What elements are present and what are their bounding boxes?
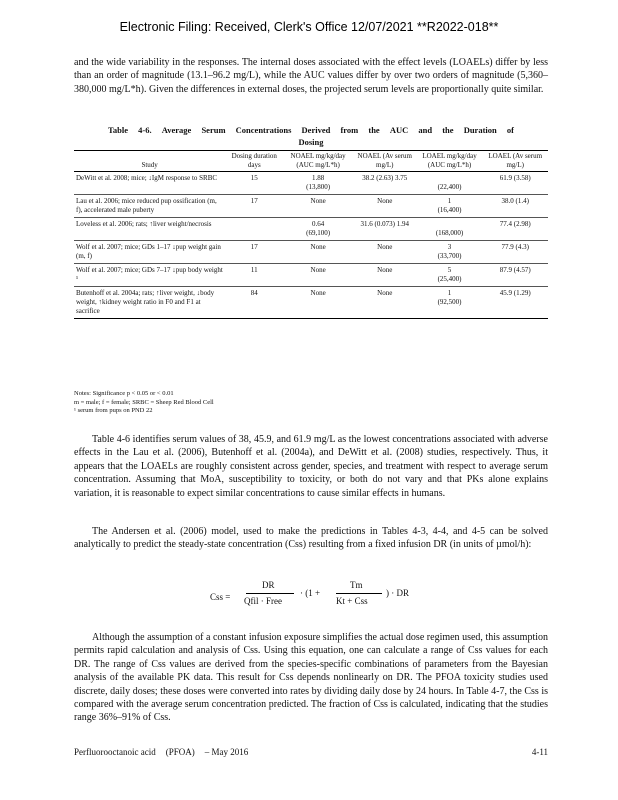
cell-noael-serum: None <box>353 195 417 218</box>
cell-study: Loveless et al. 2006; rats; ↑liver weight/necrosis <box>74 218 225 241</box>
table-row <box>74 218 548 241</box>
footer-document-title: Perfluorooctanoic acid (PFOA) – May 2016 <box>74 747 249 757</box>
cell-days: 11 <box>225 264 283 287</box>
table-row <box>74 264 548 287</box>
cell-noael: 1.88 (13,800) <box>283 172 353 195</box>
table-row <box>74 287 548 319</box>
table-note: Notes: Significance p < 0.05 or < 0.01 <box>74 390 174 397</box>
cell-loael-serum: 45.9 (1.29) <box>482 287 548 319</box>
cell-noael-serum: 38.2 (2.63) 3.75 <box>353 172 417 195</box>
table-row <box>74 241 548 264</box>
cell-study: DeWitt et al. 2008; mice; ↓IgM response to SRBC <box>74 172 225 195</box>
table-row <box>74 172 548 195</box>
cell-study: Wolf et al. 2007; mice; GDs 1–17 ↓pup weight gain (m, f) <box>74 241 225 264</box>
electronic-filing-header: Electronic Filing: Received, Clerk's Office 12/07/2021 **R2022-018** <box>119 20 499 34</box>
table-notes <box>74 390 548 416</box>
equation-middle: · (1 + <box>300 588 321 598</box>
cell-loael-serum: 77.4 (2.98) <box>482 218 548 241</box>
cell-days <box>225 218 283 241</box>
cell-loael-serum: 87.9 (4.57) <box>482 264 548 287</box>
cell-loael-serum: 38.0 (1.4) <box>482 195 548 218</box>
equation-numerator-1: DR <box>262 580 275 590</box>
paragraph-assumption: Although the assumption of a constant infusion exposure simplifies the actual dose regimen used, this assumption permits rapid calculation and analysis of Css. Using this equation, one can calculate a range of Css values for each DR. The range of Css values are derived from the species-specific combinations of parameters from the Bayesian analysis of the available PK data. This result for Css depends nonlinearly on DR. The PFOA toxicity studies used discrete, daily doses; these doses were converted into rates by dividing daily dose by 24 hours. In Table 4-7, the Css is compared with the average serum concentration predicted. The fraction of Css is calculated, indicating that the studies range 36%–91% of Css. <box>74 632 548 724</box>
table-note: ¹ serum from pups on PND 22 <box>74 407 153 414</box>
header-dosing-duration: Dosing duration days <box>225 151 283 172</box>
cell-days: 17 <box>225 241 283 264</box>
equation-numerator-2: Tm <box>350 580 363 590</box>
equation-lhs: Css = <box>210 592 231 602</box>
page-footer <box>74 747 548 757</box>
header-study: Study <box>74 151 225 172</box>
cell-days: 15 <box>225 172 283 195</box>
cell-days: 17 <box>225 195 283 218</box>
cell-loael: 1 (92,500) <box>417 287 483 319</box>
header-loael: LOAEL mg/kg/day (AUC mg/L*h) <box>417 151 483 172</box>
cell-loael: (22,400) <box>417 172 483 195</box>
cell-days: 84 <box>225 287 283 319</box>
cell-loael: 3 (33,700) <box>417 241 483 264</box>
steady-state-equation <box>0 578 618 618</box>
cell-loael-serum: 77.9 (4.3) <box>482 241 548 264</box>
cell-study: Lau et al. 2006; mice reduced pup ossification (m, f), accelerated male puberty <box>74 195 225 218</box>
cell-noael: 0.64 (69,100) <box>283 218 353 241</box>
table-row <box>74 195 548 218</box>
paragraph-intro: and the wide variability in the responses. The internal doses associated with the effect levels (LOAELs) differ by less than an order of magnitude (13.1–96.2 mg/L), while the AUC values differ by over two orders of magnitude (5,360–380,000 mg/L*h). Given the differences in external doses, the projected serum levels are proportionally quite similar. <box>74 57 548 95</box>
equation-rhs: ) · DR <box>386 588 409 598</box>
cell-noael: None <box>283 195 353 218</box>
header-noael-serum: NOAEL (Av serum mg/L) <box>353 151 417 172</box>
cell-noael-serum: None <box>353 264 417 287</box>
cell-loael: (168,000) <box>417 218 483 241</box>
cell-noael: None <box>283 241 353 264</box>
cell-study: Wolf et al. 2007; mice; GDs 7–17 ↓pup body weight ¹ <box>74 264 225 287</box>
paragraph-table-discussion: Table 4-6 identifies serum values of 38, 45.9, and 61.9 mg/L as the lowest concentrations associated with adverse effects in the Lau et al. (2006), Butenhoff et al. (2004a), and DeWitt et al. (2008) studies, respectively. Thus, it appears that the LOAELs are roughly consistent across gender, species, and treatment with respect to average serum concentration. Assuming that MoA, susceptibility to toxicity, or both do not vary and that PKs alone explains variation, it is reasonable to expect similar concentrations to cause similar effects in humans. <box>74 434 548 499</box>
cell-loael: 5 (25,400) <box>417 264 483 287</box>
table-note: m = male; f = female; SRBC = Sheep Red Blood Cell <box>74 398 214 406</box>
cell-noael: None <box>283 287 353 319</box>
cell-noael-serum: None <box>353 287 417 319</box>
cell-loael: 1 (16,400) <box>417 195 483 218</box>
cell-loael-serum: 61.9 (3.58) <box>482 172 548 195</box>
paragraph-model: The Andersen et al. (2006) model, used to make the predictions in Tables 4-3, 4-4, and 4-5 can be solved analytically to predict the steady-state concentration (Css) resulting from a fixed infusion DR (in units of µmol/h): <box>74 526 548 551</box>
cell-noael-serum: None <box>353 241 417 264</box>
serum-concentration-table <box>74 150 548 319</box>
cell-study: Butenhoff et al. 2004a; rats; ↑liver weight, ↓body weight, ↑kidney weight ratio in F0 and F1 at sacrifice <box>74 287 225 319</box>
header-noael: NOAEL mg/kg/day (AUC mg/L*h) <box>283 151 353 172</box>
fraction-bar <box>336 593 382 594</box>
header-loael-serum: LOAEL (Av serum mg/L) <box>482 151 548 172</box>
page-number: 4-11 <box>531 747 548 757</box>
fraction-bar <box>246 593 294 594</box>
table-caption: Table 4-6. Average Serum Concentrations Derived from the AUC and the Duration of Dosing <box>108 125 514 147</box>
equation-denominator-1: Qfil · Free <box>244 596 282 606</box>
cell-noael: None <box>283 264 353 287</box>
cell-noael-serum: 31.6 (0.073) 1.94 <box>353 218 417 241</box>
equation-denominator-2: Kt + Css <box>336 596 368 606</box>
